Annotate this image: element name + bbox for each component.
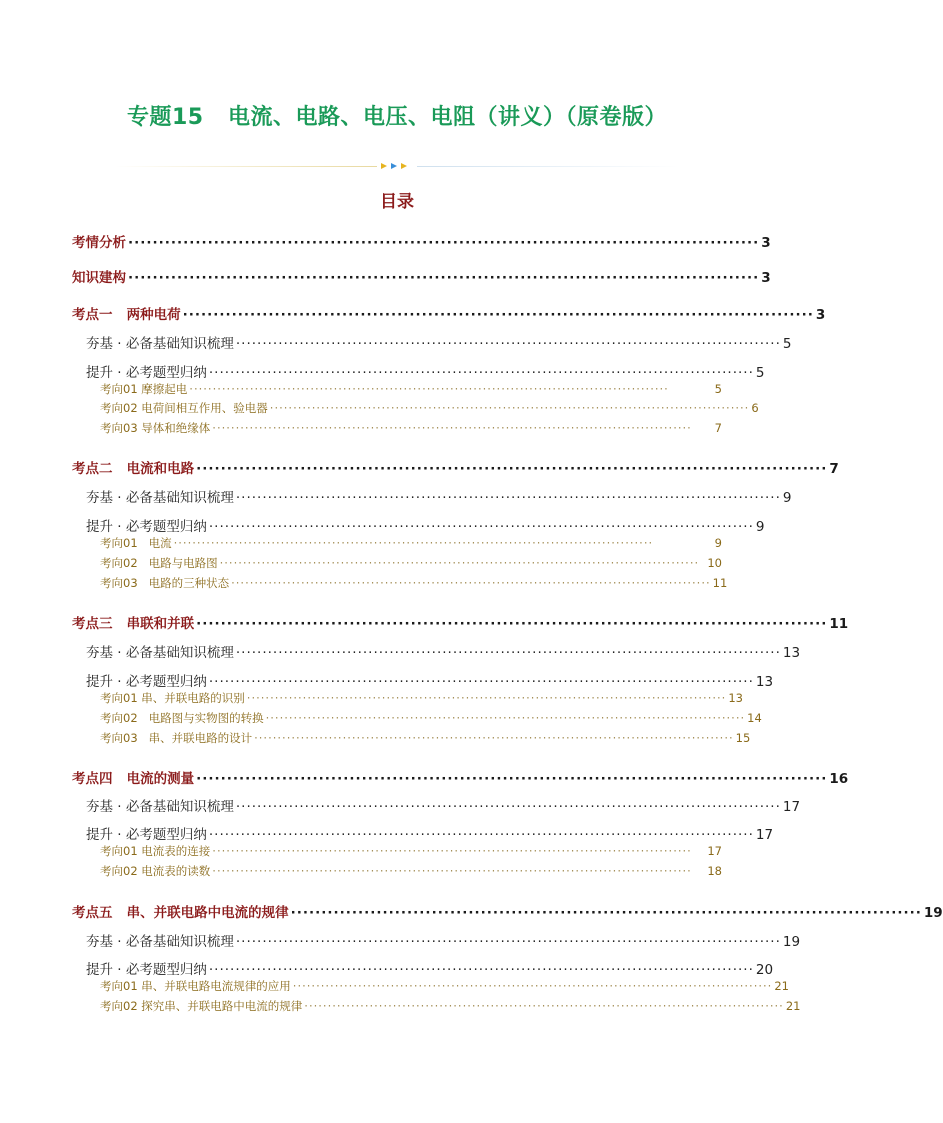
toc-leader: ······································································································· xyxy=(290,905,922,921)
toc-leader: ······································································································· xyxy=(254,731,734,745)
toc-page-number[interactable]: 17 xyxy=(755,827,774,843)
divider-line-left xyxy=(115,166,377,167)
toc-topic-entry[interactable] xyxy=(0,381,794,401)
toc-leader: ······································································································· xyxy=(269,401,750,415)
toc-entry-label[interactable]: 考点五 串、并联电路中电流的规律 xyxy=(72,905,289,921)
toc-entry-label[interactable]: 提升 · 必考题型归纳 xyxy=(86,962,207,978)
toc-page-number[interactable]: 5 xyxy=(755,365,765,381)
toc-leader: ······································································································· xyxy=(196,771,828,787)
toc-leader: ······································································································· xyxy=(212,421,692,435)
divider-triangle-icon xyxy=(381,163,387,169)
toc-entry-label[interactable]: 考向01 串、并联电路的识别 xyxy=(100,691,245,705)
toc-leader: ······································································································· xyxy=(292,979,773,993)
toc-subsection-entry[interactable] xyxy=(0,670,794,690)
toc-entry-label[interactable]: 夯基 · 必备基础知识梳理 xyxy=(86,799,234,815)
toc-entry-label[interactable]: 夯基 · 必备基础知识梳理 xyxy=(86,934,234,950)
toc-entry-label[interactable]: 考情分析 xyxy=(72,235,126,251)
toc-entry-label[interactable]: 提升 · 必考题型归纳 xyxy=(86,674,207,690)
toc-page-number[interactable]: 19 xyxy=(782,934,801,950)
toc-page-number[interactable]: 19 xyxy=(923,905,943,921)
toc-page-number[interactable]: 3 xyxy=(761,270,771,286)
toc-entry-label[interactable]: 考向01 摩擦起电 xyxy=(100,382,188,396)
toc-leader: ······································································································· xyxy=(212,864,692,878)
toc-entry-label[interactable]: 考向02 电路与电路图 xyxy=(100,556,218,570)
toc-topic-entry[interactable] xyxy=(0,420,794,440)
toc-leader: ······································································································· xyxy=(235,490,781,506)
toc-leader: ······································································································· xyxy=(208,519,754,535)
toc-leader: ······································································································· xyxy=(128,270,760,286)
toc-page-number[interactable]: 10 xyxy=(707,556,722,570)
toc-section-entry[interactable] xyxy=(0,457,839,477)
toc-leader: ······································································································· xyxy=(219,556,700,570)
toc-entry-label[interactable]: 考点三 串联和并联 xyxy=(72,616,195,632)
divider-triangle-icon xyxy=(391,163,397,169)
toc-leader: ······································································································· xyxy=(182,307,814,323)
toc-page-number[interactable]: 13 xyxy=(728,691,743,705)
toc-entry-label[interactable]: 考向03 导体和绝缘体 xyxy=(100,421,211,435)
toc-entry-label[interactable]: 夯基 · 必备基础知识梳理 xyxy=(86,645,234,661)
toc-entry-label[interactable]: 考向02 探究串、并联电路中电流的规律 xyxy=(100,999,303,1013)
toc-leader: ······································································································· xyxy=(235,336,781,352)
toc-entry-label[interactable]: 考向02 电流表的读数 xyxy=(100,864,211,878)
toc-section-entry[interactable] xyxy=(0,612,849,632)
toc-entry-label[interactable]: 考点一 两种电荷 xyxy=(72,307,181,323)
toc-page-number[interactable]: 9 xyxy=(755,519,765,535)
toc-section-entry[interactable] xyxy=(0,231,794,251)
toc-leader: ······································································································· xyxy=(235,934,781,950)
toc-section-entry[interactable] xyxy=(0,901,943,921)
toc-entry-label[interactable]: 夯基 · 必备基础知识梳理 xyxy=(86,490,234,506)
toc-leader: ······································································································· xyxy=(196,616,828,632)
toc-subsection-entry[interactable] xyxy=(0,641,801,661)
toc-subsection-entry[interactable] xyxy=(0,332,794,352)
toc-topic-entry[interactable] xyxy=(0,555,794,575)
toc-topic-entry[interactable] xyxy=(0,710,794,730)
toc-leader: ······································································································· xyxy=(231,576,711,590)
divider-line-right xyxy=(417,166,679,167)
toc-leader: ······································································································· xyxy=(246,691,727,705)
toc-entry-label[interactable]: 考点四 电流的测量 xyxy=(72,771,195,787)
toc-page-number[interactable]: 18 xyxy=(707,864,722,878)
toc-topic-entry[interactable] xyxy=(0,843,794,863)
toc-section-entry[interactable] xyxy=(0,303,826,323)
toc-subsection-entry[interactable] xyxy=(0,361,794,381)
toc-leader: ······································································································· xyxy=(128,235,760,251)
toc-entry-label[interactable]: 考向01 电流表的连接 xyxy=(100,844,211,858)
toc-topic-entry[interactable] xyxy=(0,998,801,1018)
toc-page-number[interactable]: 9 xyxy=(782,490,792,506)
toc-section-entry[interactable] xyxy=(0,266,794,286)
toc-entry-label[interactable]: 夯基 · 必备基础知识梳理 xyxy=(86,336,234,352)
toc-subsection-entry[interactable] xyxy=(0,486,794,506)
toc-leader: ······································································································· xyxy=(235,645,781,661)
toc-page-number[interactable]: 21 xyxy=(785,999,801,1013)
toc-page-number[interactable]: 21 xyxy=(774,979,789,993)
toc-subsection-entry[interactable] xyxy=(0,823,794,843)
document-title: 专题15 电流、电路、电压、电阻（讲义）（原卷版） xyxy=(126,105,668,130)
toc-page-number[interactable]: 11 xyxy=(829,616,849,632)
toc-topic-entry[interactable] xyxy=(0,400,794,420)
toc-page-number[interactable]: 13 xyxy=(782,645,801,661)
toc-page-number[interactable]: 11 xyxy=(712,576,728,590)
toc-topic-entry[interactable] xyxy=(0,978,794,998)
toc-leader: ······································································································· xyxy=(304,999,784,1013)
toc-page-number[interactable]: 14 xyxy=(747,711,762,725)
toc-leader: ······································································································· xyxy=(196,461,828,477)
toc-leader: ······································································································· xyxy=(208,365,754,381)
toc-topic-entry[interactable] xyxy=(0,575,794,595)
toc-topic-entry[interactable] xyxy=(0,730,794,750)
toc-leader: ······································································································· xyxy=(208,962,754,978)
toc-heading: 目录 xyxy=(380,192,414,212)
toc-page-number[interactable]: 16 xyxy=(829,771,849,787)
toc-page-number[interactable]: 3 xyxy=(815,307,826,323)
toc-entry-label[interactable]: 考点二 电流和电路 xyxy=(72,461,195,477)
toc-entry-label[interactable]: 考向02 电荷间相互作用、验电器 xyxy=(100,401,268,415)
toc-entry-label[interactable]: 考向01 串、并联电路电流规律的应用 xyxy=(100,979,291,993)
toc-subsection-entry[interactable] xyxy=(0,930,801,950)
toc-page-number[interactable]: 20 xyxy=(755,962,774,978)
toc-page-number[interactable]: 5 xyxy=(782,336,792,352)
toc-section-entry[interactable] xyxy=(0,767,849,787)
toc-entry-label[interactable]: 提升 · 必考题型归纳 xyxy=(86,365,207,381)
divider-triangle-icon xyxy=(401,163,407,169)
toc-leader: ······································································································· xyxy=(235,799,781,815)
toc-entry-label[interactable]: 提升 · 必考题型归纳 xyxy=(86,519,207,535)
toc-topic-entry[interactable] xyxy=(0,863,794,883)
toc-entry-label[interactable]: 考向03 电路的三种状态 xyxy=(100,576,230,590)
toc-leader: ······································································································· xyxy=(265,711,746,725)
toc-topic-entry[interactable] xyxy=(0,535,794,555)
toc-entry-label[interactable]: 知识建构 xyxy=(72,270,126,286)
toc-leader: ······································································································· xyxy=(208,674,754,690)
toc-leader: ······································································································· xyxy=(212,844,692,858)
toc-leader: ······································································································· xyxy=(189,382,669,396)
toc-subsection-entry[interactable] xyxy=(0,958,794,978)
toc-entry-label[interactable]: 考向01 电流 xyxy=(100,536,172,550)
toc-page-number[interactable]: 7 xyxy=(829,461,839,477)
toc-page-number[interactable]: 5 xyxy=(714,382,722,396)
title-divider xyxy=(115,160,679,172)
toc-page-number[interactable]: 13 xyxy=(755,674,774,690)
toc-subsection-entry[interactable] xyxy=(0,515,794,535)
toc-entry-label[interactable]: 提升 · 必考题型归纳 xyxy=(86,827,207,843)
toc-entry-label[interactable]: 考向03 串、并联电路的设计 xyxy=(100,731,253,745)
toc-page-number[interactable]: 15 xyxy=(735,731,751,745)
toc-leader: ······································································································· xyxy=(173,536,654,550)
toc-leader: ······································································································· xyxy=(208,827,754,843)
toc-page-number[interactable]: 9 xyxy=(714,536,722,550)
toc-page-number[interactable]: 17 xyxy=(782,799,801,815)
toc-entry-label[interactable]: 考向02 电路图与实物图的转换 xyxy=(100,711,264,725)
toc-page-number[interactable]: 3 xyxy=(761,235,771,251)
toc-page-number[interactable]: 17 xyxy=(707,844,722,858)
toc-subsection-entry[interactable] xyxy=(0,795,801,815)
toc-page-number[interactable]: 6 xyxy=(751,401,759,415)
toc-topic-entry[interactable] xyxy=(0,690,794,710)
toc-page-number[interactable]: 7 xyxy=(714,421,722,435)
